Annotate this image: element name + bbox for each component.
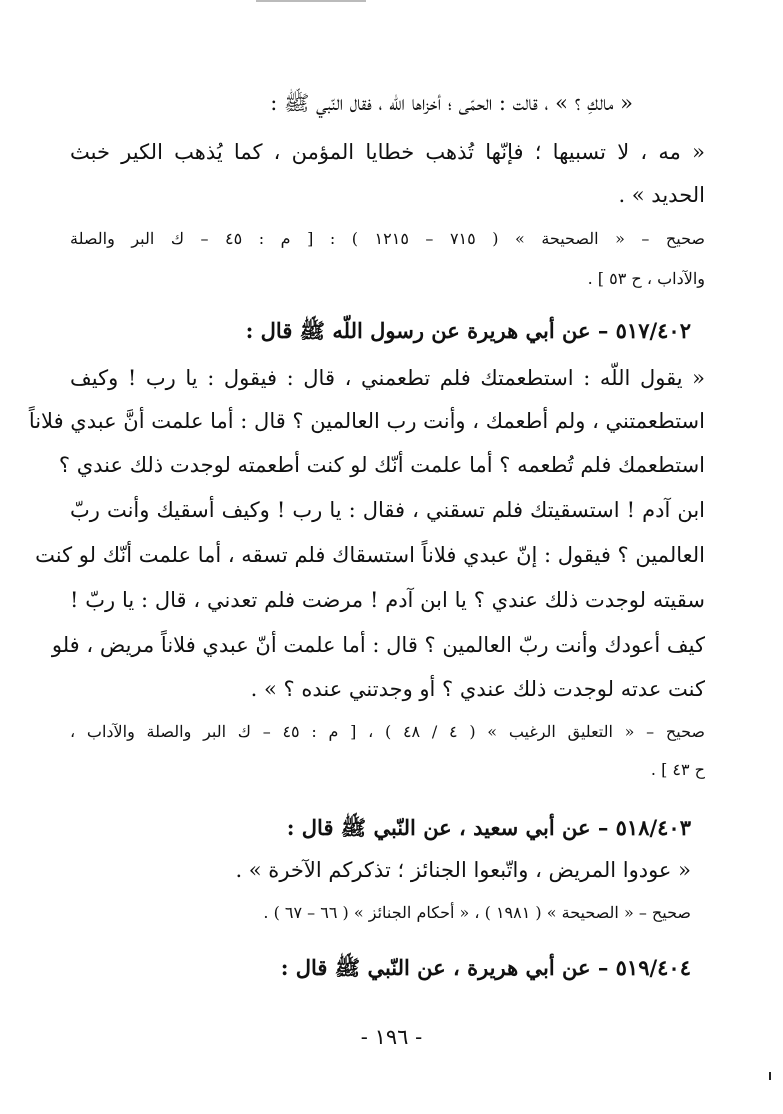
source-note-2-cont: ح ٤٣ ] . bbox=[650, 760, 705, 779]
hadith-heading-404: ٥١٩/٤٠٤ – عن أبي هريرة ، عن النّبي ﷺ قال : bbox=[280, 955, 691, 980]
text-line-1: « مالكِ ؟ » ، قالت : الحمّى ؛ أخزاها اللّه ، فقال النّبي ﷺ : bbox=[270, 91, 633, 115]
text-line-8: استطعمك فلم تُطعمه ؟ أما علمت أنّك لو كنت أطعمته لوجدت ذلك عندي ؟ bbox=[58, 453, 705, 477]
source-note-1-cont: والآداب ، ح ٥٣ ] . bbox=[587, 269, 705, 288]
text-line-9: ابن آدم ! استسقيتك فلم تسقني ، فقال : يا رب ! وكيف أسقيك وأنت ربّ bbox=[70, 498, 705, 522]
text-line-6: « يقول اللّه : استطعمتك فلم تطعمني ، قال : فيقول : يا رب ! وكيف bbox=[70, 366, 705, 390]
source-note-1: صحيح – « الصحيحة » ( ٧١٥ – ١٢١٥ ) : [ م : ٤٥ – ك البر والصلة bbox=[70, 229, 706, 248]
text-line-2: « مه ، لا تسبيها ؛ فإنّها تُذهب خطايا المؤمن ، كما يُذهب الكير خبث bbox=[70, 140, 705, 164]
text-line-13: كنت عدته لوجدت ذلك عندي ؟ أو وجدتني عنده ؟ » . bbox=[250, 677, 705, 701]
top-rule bbox=[256, 0, 366, 2]
text-line-10: العالمين ؟ فيقول : إنّ عبدي فلاناً استسقاك فلم تسقه ، أما علمت أنّك لو كنت bbox=[35, 543, 705, 567]
text-line-3: الحديد » . bbox=[618, 183, 705, 207]
hadith-heading-402: ٥١٧/٤٠٢ – عن أبي هريرة عن رسول اللّه ﷺ قال : bbox=[245, 318, 691, 343]
text-line-11: سقيته لوجدت ذلك عندي ؟ يا ابن آدم ! مرضت فلم تعدني ، قال : يا ربّ ! bbox=[70, 588, 705, 612]
edge-mark bbox=[769, 1072, 771, 1080]
page-number: - ١٩٦ - bbox=[360, 1025, 423, 1049]
hadith-heading-403: ٥١٨/٤٠٣ – عن أبي سعيد ، عن النّبي ﷺ قال : bbox=[286, 815, 691, 840]
source-note-2: صحيح – « التعليق الرغيب » ( ٤ / ٤٨ ) ، [ م : ٤٥ – ك البر والصلة والآداب ، bbox=[70, 722, 705, 741]
text-line-7: استطعمتني ، ولم أطعمك ، وأنت رب العالمين ؟ قال : أما علمت أنَّ عبدي فلاناً bbox=[28, 409, 705, 433]
source-note-3: صحيح – « الصحيحة » ( ١٩٨١ ) ، « أحكام الجنائز » ( ٦٦ – ٦٧ ) . bbox=[263, 903, 691, 922]
text-line-12: كيف أعودك وأنت ربّ العالمين ؟ قال : أما علمت أنّ عبدي فلاناً مريض ، فلو bbox=[51, 633, 705, 657]
text-line-17: « عودوا المريض ، واتّبعوا الجنائز ؛ تذكركم الآخرة » . bbox=[235, 858, 691, 882]
